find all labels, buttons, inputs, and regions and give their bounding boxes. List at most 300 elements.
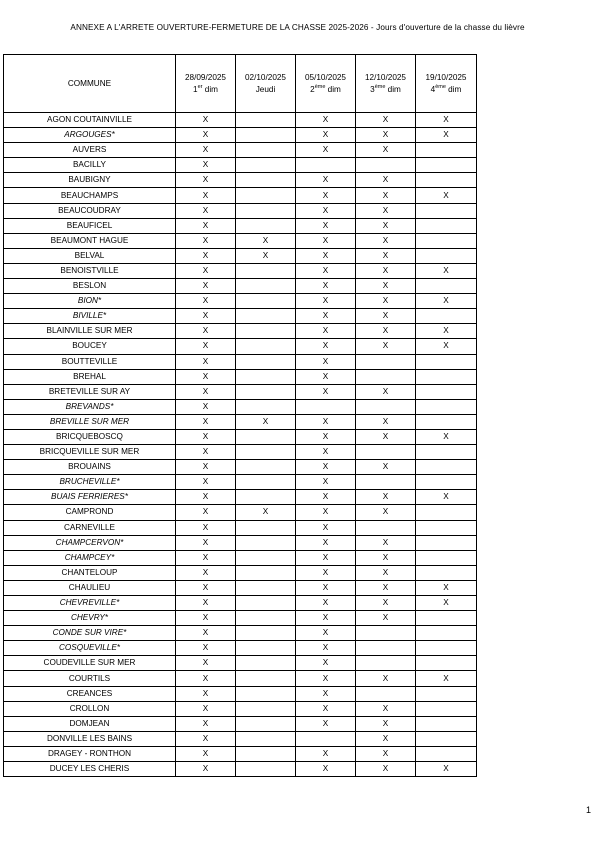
commune-name-cell: CHAULIEU <box>4 580 176 595</box>
opening-mark-cell: X <box>356 309 416 324</box>
opening-mark-cell: X <box>356 550 416 565</box>
opening-mark-cell <box>236 746 296 761</box>
opening-mark-cell <box>236 445 296 460</box>
opening-mark-cell: X <box>176 233 236 248</box>
opening-mark-cell: X <box>176 279 236 294</box>
opening-mark-cell: X <box>356 203 416 218</box>
opening-mark-cell: X <box>176 188 236 203</box>
opening-mark-cell: X <box>176 354 236 369</box>
opening-mark-cell: X <box>356 384 416 399</box>
table-row <box>4 445 477 460</box>
page-title: ANNEXE A L'ARRETE OUVERTURE-FERMETURE DE LA CHASSE 2025-2026 - Jours d'ouverture de la chasse du lièvre <box>70 23 525 32</box>
opening-mark-cell: X <box>296 263 356 278</box>
opening-mark-cell <box>236 520 296 535</box>
opening-mark-cell: X <box>176 309 236 324</box>
header-day-number: 2 <box>310 84 315 94</box>
opening-mark-cell: X <box>296 701 356 716</box>
opening-mark-cell <box>356 369 416 384</box>
opening-mark-cell: X <box>176 128 236 143</box>
opening-mark-cell <box>416 626 477 641</box>
opening-mark-cell: X <box>176 263 236 278</box>
opening-mark-cell: X <box>176 641 236 656</box>
opening-mark-cell <box>236 550 296 565</box>
opening-mark-cell <box>236 173 296 188</box>
opening-mark-cell: X <box>416 490 477 505</box>
table-header-row <box>4 55 477 113</box>
commune-name-cell: CREANCES <box>4 686 176 701</box>
commune-name-cell: ARGOUGES* <box>4 128 176 143</box>
opening-mark-cell: X <box>416 188 477 203</box>
commune-name-cell: BEAUMONT HAGUE <box>4 233 176 248</box>
page-number: 1 <box>586 805 592 815</box>
commune-name-cell: CAMPROND <box>4 505 176 520</box>
opening-mark-cell: X <box>176 671 236 686</box>
hunting-days-table <box>3 54 477 777</box>
table-row <box>4 294 477 309</box>
opening-mark-cell <box>236 580 296 595</box>
table-row <box>4 671 477 686</box>
header-date-text: 02/10/2025 <box>245 72 286 82</box>
opening-mark-cell: X <box>296 671 356 686</box>
table-row <box>4 611 477 626</box>
commune-name-cell: CHANTELOUP <box>4 565 176 580</box>
opening-mark-cell <box>416 520 477 535</box>
commune-name-cell: BESLON <box>4 279 176 294</box>
opening-mark-cell <box>236 113 296 128</box>
opening-mark-cell <box>236 641 296 656</box>
commune-name-cell: COURTILS <box>4 671 176 686</box>
commune-name-cell: BION* <box>4 294 176 309</box>
opening-mark-cell: X <box>416 128 477 143</box>
opening-mark-cell: X <box>176 429 236 444</box>
opening-mark-cell <box>236 490 296 505</box>
commune-name-cell: BREVILLE SUR MER <box>4 414 176 429</box>
opening-mark-cell: X <box>356 611 416 626</box>
opening-mark-cell: X <box>416 324 477 339</box>
opening-mark-cell: X <box>176 248 236 263</box>
opening-mark-cell: X <box>296 113 356 128</box>
opening-mark-cell <box>416 746 477 761</box>
opening-mark-cell <box>236 686 296 701</box>
opening-mark-cell: X <box>296 580 356 595</box>
opening-mark-cell <box>236 263 296 278</box>
opening-mark-cell <box>416 143 477 158</box>
opening-mark-cell <box>356 520 416 535</box>
opening-mark-cell: X <box>296 384 356 399</box>
commune-name-cell: BRICQUEBOSCQ <box>4 429 176 444</box>
opening-mark-cell: X <box>416 113 477 128</box>
opening-mark-cell: X <box>296 429 356 444</box>
opening-mark-cell <box>356 445 416 460</box>
opening-mark-cell: X <box>296 414 356 429</box>
opening-mark-cell: X <box>176 596 236 611</box>
opening-mark-cell <box>236 279 296 294</box>
table-row <box>4 128 477 143</box>
table-row <box>4 143 477 158</box>
header-day-suffix: er <box>197 83 203 90</box>
opening-mark-cell: X <box>356 173 416 188</box>
opening-mark-cell: X <box>296 445 356 460</box>
opening-mark-cell <box>236 309 296 324</box>
table-row <box>4 490 477 505</box>
table-row <box>4 399 477 414</box>
opening-mark-cell: X <box>356 490 416 505</box>
opening-mark-cell: X <box>416 339 477 354</box>
opening-mark-cell <box>236 294 296 309</box>
opening-mark-cell <box>236 384 296 399</box>
table-row <box>4 279 477 294</box>
opening-mark-cell: X <box>296 279 356 294</box>
opening-mark-cell <box>416 731 477 746</box>
commune-name-cell: BOUTTEVILLE <box>4 354 176 369</box>
column-header-date <box>296 55 356 113</box>
opening-mark-cell <box>236 354 296 369</box>
opening-mark-cell: X <box>296 173 356 188</box>
opening-mark-cell <box>416 565 477 580</box>
opening-mark-cell: X <box>176 746 236 761</box>
commune-name-cell: BUAIS FERRIERES* <box>4 490 176 505</box>
table-row <box>4 565 477 580</box>
opening-mark-cell <box>416 445 477 460</box>
opening-mark-cell <box>416 309 477 324</box>
commune-name-cell: DONVILLE LES BAINS <box>4 731 176 746</box>
opening-mark-cell: X <box>176 294 236 309</box>
commune-name-cell: BRUCHEVILLE* <box>4 475 176 490</box>
opening-mark-cell <box>416 701 477 716</box>
opening-mark-cell: X <box>296 535 356 550</box>
opening-mark-cell <box>356 626 416 641</box>
opening-mark-cell: X <box>296 656 356 671</box>
table-body <box>4 113 477 777</box>
opening-mark-cell <box>416 173 477 188</box>
opening-mark-cell <box>416 716 477 731</box>
opening-mark-cell: X <box>236 233 296 248</box>
opening-mark-cell <box>296 399 356 414</box>
opening-mark-cell <box>356 656 416 671</box>
table-row <box>4 369 477 384</box>
opening-mark-cell <box>236 399 296 414</box>
opening-mark-cell: X <box>356 233 416 248</box>
opening-mark-cell <box>236 611 296 626</box>
opening-mark-cell <box>416 535 477 550</box>
commune-name-cell: AGON COUTAINVILLE <box>4 113 176 128</box>
opening-mark-cell: X <box>356 505 416 520</box>
opening-mark-cell: X <box>356 263 416 278</box>
opening-mark-cell: X <box>296 188 356 203</box>
header-day-number: 4 <box>430 84 436 94</box>
opening-mark-cell: X <box>296 716 356 731</box>
opening-mark-cell: X <box>176 399 236 414</box>
commune-name-cell: BOUCEY <box>4 339 176 354</box>
opening-mark-cell: X <box>356 414 416 429</box>
opening-mark-cell: X <box>296 641 356 656</box>
table-row <box>4 686 477 701</box>
opening-mark-cell: X <box>356 580 416 595</box>
opening-mark-cell: X <box>356 701 416 716</box>
opening-mark-cell: X <box>296 746 356 761</box>
opening-mark-cell <box>416 218 477 233</box>
header-day-word: dim <box>202 84 218 94</box>
commune-name-cell: DRAGEY - RONTHON <box>4 746 176 761</box>
opening-mark-cell <box>416 550 477 565</box>
opening-mark-cell: X <box>176 158 236 173</box>
table-row <box>4 520 477 535</box>
opening-mark-cell: X <box>296 339 356 354</box>
opening-mark-cell: X <box>176 203 236 218</box>
opening-mark-cell: X <box>296 490 356 505</box>
commune-name-cell: BEAUCOUDRAY <box>4 203 176 218</box>
table-row <box>4 263 477 278</box>
column-header-date <box>416 55 477 113</box>
opening-mark-cell: X <box>296 762 356 777</box>
opening-mark-cell <box>236 731 296 746</box>
opening-mark-cell <box>236 656 296 671</box>
opening-mark-cell <box>236 626 296 641</box>
commune-name-cell: CARNEVILLE <box>4 520 176 535</box>
opening-mark-cell: X <box>416 671 477 686</box>
opening-mark-cell <box>236 701 296 716</box>
opening-mark-cell <box>236 324 296 339</box>
opening-mark-cell <box>236 565 296 580</box>
header-day-number: 1 <box>193 84 198 94</box>
table-row <box>4 731 477 746</box>
opening-mark-cell: X <box>356 762 416 777</box>
commune-name-cell: BEAUCHAMPS <box>4 188 176 203</box>
table-row <box>4 354 477 369</box>
header-day-number: 3 <box>370 84 375 94</box>
table-row <box>4 460 477 475</box>
opening-mark-cell: X <box>416 762 477 777</box>
commune-name-cell: CHEVRY* <box>4 611 176 626</box>
table-row <box>4 505 477 520</box>
header-day-word: dim <box>385 84 401 94</box>
commune-name-cell: BEAUFICEL <box>4 218 176 233</box>
commune-name-cell: COUDEVILLE SUR MER <box>4 656 176 671</box>
opening-mark-cell <box>236 716 296 731</box>
opening-mark-cell <box>236 460 296 475</box>
opening-mark-cell <box>356 641 416 656</box>
opening-mark-cell: X <box>176 535 236 550</box>
opening-mark-cell: X <box>176 656 236 671</box>
opening-mark-cell: X <box>356 113 416 128</box>
opening-mark-cell <box>416 656 477 671</box>
table-row <box>4 158 477 173</box>
opening-mark-cell: X <box>176 550 236 565</box>
opening-mark-cell <box>236 218 296 233</box>
table-row <box>4 596 477 611</box>
opening-mark-cell <box>416 686 477 701</box>
table-row <box>4 188 477 203</box>
opening-mark-cell: X <box>296 596 356 611</box>
opening-mark-cell: X <box>176 580 236 595</box>
opening-mark-cell: X <box>176 762 236 777</box>
opening-mark-cell: X <box>236 248 296 263</box>
table-row <box>4 475 477 490</box>
opening-mark-cell <box>416 460 477 475</box>
opening-mark-cell: X <box>176 173 236 188</box>
opening-mark-cell: X <box>356 128 416 143</box>
table-row <box>4 233 477 248</box>
opening-mark-cell: X <box>296 626 356 641</box>
opening-mark-cell <box>416 354 477 369</box>
opening-mark-cell <box>236 143 296 158</box>
table-row <box>4 535 477 550</box>
commune-name-cell: BENOISTVILLE <box>4 263 176 278</box>
table-row <box>4 203 477 218</box>
opening-mark-cell: X <box>356 188 416 203</box>
header-date-text: 19/10/2025 <box>425 72 467 82</box>
opening-mark-cell: X <box>296 550 356 565</box>
opening-mark-cell: X <box>296 324 356 339</box>
commune-name-cell: BACILLY <box>4 158 176 173</box>
opening-mark-cell: X <box>296 233 356 248</box>
opening-mark-cell: X <box>356 339 416 354</box>
opening-mark-cell: X <box>176 339 236 354</box>
opening-mark-cell: X <box>356 671 416 686</box>
opening-mark-cell: X <box>296 248 356 263</box>
opening-mark-cell: X <box>176 520 236 535</box>
opening-mark-cell <box>416 248 477 263</box>
opening-mark-cell: X <box>356 143 416 158</box>
opening-mark-cell <box>416 384 477 399</box>
opening-mark-cell: X <box>416 294 477 309</box>
opening-mark-cell: X <box>296 611 356 626</box>
opening-mark-cell: X <box>176 490 236 505</box>
opening-mark-cell: X <box>176 324 236 339</box>
opening-mark-cell <box>356 158 416 173</box>
opening-mark-cell <box>236 429 296 444</box>
table-row <box>4 550 477 565</box>
opening-mark-cell <box>416 414 477 429</box>
opening-mark-cell <box>416 279 477 294</box>
commune-name-cell: CHEVREVILLE* <box>4 596 176 611</box>
commune-name-cell: BRETEVILLE SUR AY <box>4 384 176 399</box>
opening-mark-cell <box>296 158 356 173</box>
opening-mark-cell <box>296 731 356 746</box>
opening-mark-cell: X <box>296 369 356 384</box>
opening-mark-cell: X <box>356 716 416 731</box>
opening-mark-cell <box>236 535 296 550</box>
table-row <box>4 384 477 399</box>
opening-mark-cell: X <box>356 535 416 550</box>
opening-mark-cell: X <box>416 596 477 611</box>
opening-mark-cell: X <box>176 686 236 701</box>
table-row <box>4 218 477 233</box>
opening-mark-cell: X <box>176 445 236 460</box>
table-row <box>4 429 477 444</box>
commune-name-cell: BAUBIGNY <box>4 173 176 188</box>
opening-mark-cell: X <box>176 143 236 158</box>
header-day-number: Jeudi <box>255 84 276 94</box>
opening-mark-cell: X <box>296 294 356 309</box>
opening-mark-cell <box>356 475 416 490</box>
commune-name-cell: BIVILLE* <box>4 309 176 324</box>
header-day-suffix: ème <box>374 83 386 90</box>
opening-mark-cell <box>416 641 477 656</box>
opening-mark-cell: X <box>296 505 356 520</box>
table-row <box>4 580 477 595</box>
table-row <box>4 746 477 761</box>
header-day-suffix: ème <box>314 83 326 90</box>
opening-mark-cell: X <box>356 279 416 294</box>
opening-mark-cell: X <box>356 731 416 746</box>
opening-mark-cell <box>236 158 296 173</box>
opening-mark-cell <box>236 188 296 203</box>
table-row <box>4 339 477 354</box>
opening-mark-cell: X <box>356 746 416 761</box>
opening-mark-cell: X <box>356 460 416 475</box>
table-row <box>4 762 477 777</box>
opening-mark-cell: X <box>176 414 236 429</box>
opening-mark-cell: X <box>176 218 236 233</box>
commune-name-cell: COSQUEVILLE* <box>4 641 176 656</box>
opening-mark-cell: X <box>176 565 236 580</box>
table-row <box>4 656 477 671</box>
opening-mark-cell <box>236 762 296 777</box>
opening-mark-cell: X <box>176 113 236 128</box>
opening-mark-cell <box>416 399 477 414</box>
opening-mark-cell: X <box>296 203 356 218</box>
opening-mark-cell: X <box>176 701 236 716</box>
opening-mark-cell <box>416 611 477 626</box>
opening-mark-cell: X <box>296 218 356 233</box>
table-row <box>4 414 477 429</box>
table-row <box>4 309 477 324</box>
opening-mark-cell <box>236 596 296 611</box>
opening-mark-cell: X <box>356 248 416 263</box>
commune-name-cell: BROUAINS <box>4 460 176 475</box>
opening-mark-cell: X <box>296 520 356 535</box>
opening-mark-cell: X <box>296 565 356 580</box>
commune-name-cell: BLAINVILLE SUR MER <box>4 324 176 339</box>
header-date-text: 28/09/2025 <box>185 72 226 82</box>
commune-name-cell: CHAMPCEY* <box>4 550 176 565</box>
opening-mark-cell: X <box>416 429 477 444</box>
opening-mark-cell: X <box>356 324 416 339</box>
opening-mark-cell <box>236 475 296 490</box>
opening-mark-cell: X <box>356 294 416 309</box>
table-row <box>4 701 477 716</box>
table-row <box>4 113 477 128</box>
opening-mark-cell <box>416 505 477 520</box>
commune-name-cell: BREVANDS* <box>4 399 176 414</box>
opening-mark-cell: X <box>176 716 236 731</box>
opening-mark-cell <box>236 128 296 143</box>
table-row <box>4 641 477 656</box>
opening-mark-cell <box>356 399 416 414</box>
header-date-text: 05/10/2025 <box>305 72 346 82</box>
column-header-date <box>356 55 416 113</box>
header-day-word: dim <box>445 84 462 94</box>
opening-mark-cell: X <box>176 460 236 475</box>
opening-mark-cell <box>416 369 477 384</box>
opening-mark-cell: X <box>236 505 296 520</box>
opening-mark-cell: X <box>296 143 356 158</box>
header-day-suffix: ème <box>435 83 446 90</box>
opening-mark-cell <box>416 233 477 248</box>
commune-name-cell: DUCEY LES CHERIS <box>4 762 176 777</box>
opening-mark-cell: X <box>296 354 356 369</box>
opening-mark-cell <box>236 369 296 384</box>
opening-mark-cell: X <box>176 384 236 399</box>
opening-mark-cell: X <box>416 263 477 278</box>
opening-mark-cell: X <box>176 626 236 641</box>
opening-mark-cell: X <box>356 218 416 233</box>
opening-mark-cell <box>416 158 477 173</box>
header-date-text: 12/10/2025 <box>365 72 406 82</box>
table-row <box>4 173 477 188</box>
commune-name-cell: DOMJEAN <box>4 716 176 731</box>
